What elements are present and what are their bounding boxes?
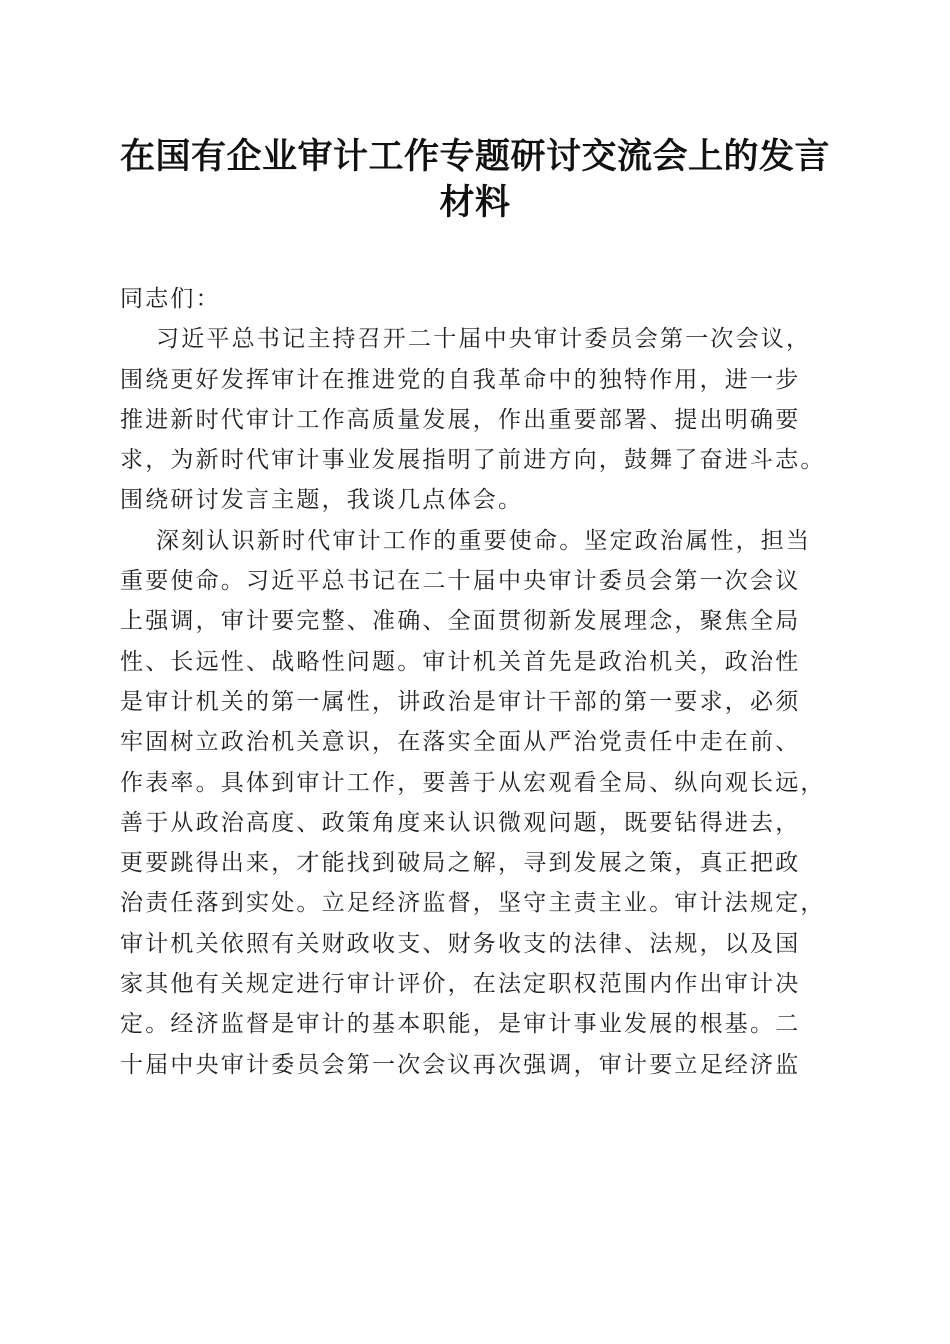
paragraph-2-line: 定。经济监督是审计的基本职能，是审计事业发展的根基。二 [120,1011,801,1038]
paragraph-2-line: 深刻认识新时代审计工作的重要使命。坚定政治属性，担当 [156,527,812,554]
paragraph-1-line: 围绕研讨发言主题，我谈几点体会。 [120,487,524,514]
paragraph-2-line: 更要跳得出来，才能找到破局之解，寻到发展之策，真正把政 [120,850,801,877]
paragraph-2-line: 家其他有关规定进行审计评价，在法定职权范围内作出审计决 [120,971,801,998]
paragraph-2-line: 善于从政治高度、政策角度来认识微观问题，既要钻得进去， [120,809,801,836]
paragraph-2-line: 牢固树立政治机关意识，在落实全面从严治党责任中走在前、 [120,729,801,756]
paragraph-2-line: 性、长远性、战略性问题。审计机关首先是政治机关，政治性 [120,648,801,675]
paragraph-1-line: 围绕更好发挥审计在推进党的自我革命中的独特作用，进一步 [120,366,801,393]
paragraph-2-line: 作表率。具体到审计工作，要善于从宏观看全局、纵向观长远， [120,769,826,796]
document-body [120,279,840,1085]
paragraph-1-line: 习近平总书记主持召开二十届中央审计委员会第一次会议， [156,326,812,353]
paragraph-1-line: 求，为新时代审计事业发展指明了前进方向，鼓舞了奋进斗志。 [120,447,826,474]
paragraph-2-line: 重要使命。习近平总书记在二十届中央审计委员会第一次会议 [120,568,801,595]
title-line-2: 材料 [439,182,511,223]
paragraph-2-line: 审计机关依照有关财政收支、财务收支的法律、法规，以及国 [120,930,801,957]
title-line-1: 在国有企业审计工作专题研讨交流会上的发言 [119,136,830,177]
salutation: 同志们： [120,286,221,312]
paragraph-2-line: 是审计机关的第一属性，讲政治是审计干部的第一要求，必须 [120,688,801,715]
document-title [100,134,850,226]
paragraph-2-line: 上强调，审计要完整、准确、全面贯彻新发展理念，聚焦全局 [120,608,801,635]
paragraph-1-line: 推进新时代审计工作高质量发展，作出重要部署、提出明确要 [120,406,801,433]
paragraph-2-line: 十届中央审计委员会第一次会议再次强调，审计要立足经济监 [120,1051,801,1078]
paragraph-2-line: 治责任落到实处。立足经济监督，坚守主责主业。审计法规定， [120,890,826,917]
